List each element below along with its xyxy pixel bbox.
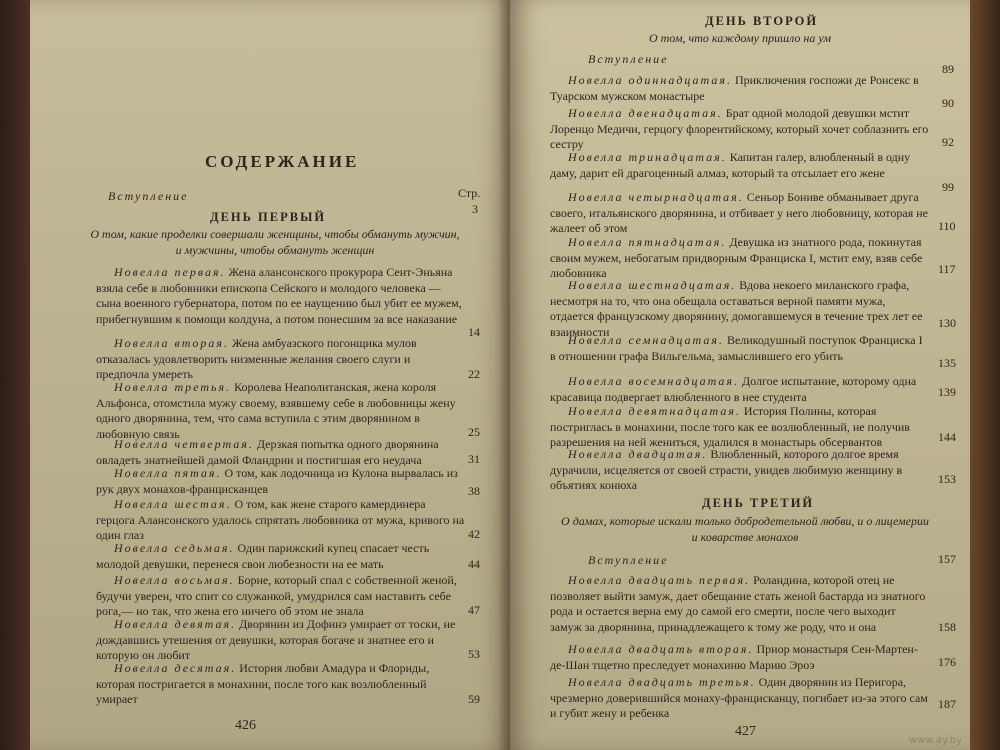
toc-page-15: 117 — [938, 262, 956, 276]
toc-entry-3[interactable] — [96, 380, 466, 442]
toc-page-10: 59 — [468, 692, 480, 706]
novella-label: Новелла четырнадцатая. — [568, 190, 744, 204]
novella-label: Новелла двадцать первая. — [568, 573, 751, 587]
toc-page-12: 92 — [942, 135, 954, 149]
novella-description: Приор монастыря Сен-Мартен-де-Шан тщетно преследует монахиню Марию Эроэ — [550, 642, 918, 672]
toc-page-20: 153 — [938, 472, 956, 486]
novella-description: Королева Неаполитанская, жена короля Альфонса, отомстила мужу своему, взявшему себе в любовницы жену одного дворянина, тем, что сама вступила с этим дворянином в любовную связь — [96, 380, 456, 441]
page-folio-left: 426 — [235, 718, 256, 733]
toc-page-4: 31 — [468, 452, 480, 466]
novella-label: Новелла пятнадцатая. — [568, 235, 727, 249]
novella-label: Новелла семнадцатая. — [568, 333, 724, 347]
novella-description: История Полины, которая постриглась в монахини, после того как ее возлюбленный, не получив разрешения на ней жениться, удалился в монастырь обсервантов — [550, 404, 910, 449]
day-one-subtitle: О том, какие проделки совершали женщины, чтобы обмануть мужчин, и мужчины, чтобы обмануть женщин — [90, 227, 460, 257]
novella-label: Новелла двадцать третья. — [568, 675, 756, 689]
toc-page-7: 44 — [468, 557, 480, 571]
toc-page-6: 42 — [468, 527, 480, 541]
novella-label: Новелла одиннадцатая. — [568, 73, 732, 87]
novella-label: Новелла девятая. — [114, 617, 237, 631]
novella-label: Новелла первая. — [114, 265, 226, 279]
novella-description: Один парижский купец спасает честь молодой девушки, перенеся свои любезности на ее мать — [96, 541, 430, 571]
novella-description: Брат одной молодой девушки мстит Лоренцо Медичи, герцогу флорентийскому, который хочет соблазнить его сестру — [550, 106, 929, 151]
novella-label: Новелла десятая. — [114, 661, 237, 675]
toc-entry-23[interactable] — [550, 675, 930, 722]
toc-page-23: 187 — [938, 697, 956, 711]
novella-description: Капитан галер, влюбленный в одну даму, дарит ей драгоценный алмаз, который та отсылает его жене — [550, 150, 911, 180]
toc-entry-8[interactable] — [96, 573, 466, 620]
novella-label: Новелла шестнадцатая. — [568, 278, 737, 292]
toc-page-17: 135 — [938, 356, 956, 370]
novella-description: Дворянин из Дофинэ умирает от тоски, не дождавшись утешения от девушки, которая богаче и знатнее его и которую он любит — [96, 617, 456, 662]
book-edge-right — [968, 0, 1000, 750]
toc-page-19: 144 — [938, 430, 956, 444]
novella-label: Новелла двадцать вторая. — [568, 642, 754, 656]
novella-label: Новелла седьмая. — [114, 541, 235, 555]
toc-entry-14[interactable] — [550, 190, 930, 237]
toc-page-9: 53 — [468, 647, 480, 661]
toc-entry-16[interactable] — [550, 278, 930, 340]
novella-description: Роландина, которой отец не позволяет выйти замуж, дает обещание стать женой бастарда из знатного рода и остается верна ему до самой его смерти, после чего выходит замуж за дворянина, принадлежащего к тому же роду, что и она — [550, 573, 926, 634]
novella-label: Новелла вторая. — [114, 336, 229, 350]
novella-description: Борне, который спал с собственной женой, будучи уверен, что спит со служанкой, умудрился сам наставить себе рога,— но так, что жена его ничего об этом не знала — [96, 573, 457, 618]
novella-label: Новелла девятнадцатая. — [568, 404, 741, 418]
toc-entry-18[interactable] — [550, 374, 930, 405]
novella-description: Один дворянин из Перигора, чрезмерно доверившийся монаху-францисканцу, погибает из-за этого сам и губит жену и ребенка — [550, 675, 928, 720]
toc-entry-6[interactable] — [96, 497, 466, 544]
novella-description: О том, как лодочница из Кулона вырвалась из рук двух монахов-францисканцев — [96, 466, 458, 496]
toc-page-3: 25 — [468, 425, 480, 439]
toc-entry-7[interactable] — [96, 541, 466, 572]
toc-entry-12[interactable] — [550, 106, 930, 153]
day-three-title: ДЕНЬ ТРЕТИЙ — [702, 496, 815, 510]
right-page — [510, 0, 970, 750]
toc-page-8: 47 — [468, 603, 480, 617]
novella-label: Новелла третья. — [114, 380, 232, 394]
toc-page-13: 99 — [942, 180, 954, 194]
novella-description: Жена амбуазского погонщика мулов отказалась удовлетворить низменные желания своего слуги и предпочла умереть — [96, 336, 417, 381]
novella-label: Новелла восьмая. — [114, 573, 235, 587]
toc-page-11: 90 — [942, 96, 954, 110]
novella-description: Великодушный поступок Франциска I в отношении графа Вильгельма, замыслившего его убить — [550, 333, 923, 363]
toc-page-1: 14 — [468, 325, 480, 339]
novella-description: Влюбленный, которого долгое время дурачили, исцеляется от своей страсти, увидев любимую женщину в объятиях конюха — [550, 447, 903, 492]
toc-entry-10[interactable] — [96, 661, 466, 708]
novella-description: Дерзкая попытка одного дворянина овладеть знатнейшей дамой Фландрии и постигшая его неудача — [96, 437, 439, 467]
toc-page-21: 158 — [938, 620, 956, 634]
toc-entry-4[interactable] — [96, 437, 466, 468]
watermark: www.ay.by — [909, 735, 962, 746]
toc-entry-11[interactable] — [550, 73, 930, 104]
toc-entry-19[interactable] — [550, 404, 930, 451]
toc-page-2: 22 — [468, 367, 480, 381]
novella-label: Новелла двадцатая. — [568, 447, 708, 461]
toc-entry-20[interactable] — [550, 447, 930, 494]
toc-entry-17[interactable] — [550, 333, 930, 364]
novella-label: Новелла тринадцатая. — [568, 150, 727, 164]
novella-description: Вдова некоего миланского графа, несмотря на то, что она обещала оставаться верной памяти мужа, отдается французскому дворянину, домогавшемуся в течение трех лет ее взаимности — [550, 278, 923, 339]
day-two-intro-page: 89 — [942, 62, 954, 76]
page-folio-right: 427 — [735, 724, 756, 739]
day-two-intro-label: Вступление — [588, 52, 669, 66]
toc-page-5: 38 — [468, 484, 480, 498]
day-one-title: ДЕНЬ ПЕРВЫЙ — [210, 210, 327, 224]
toc-entry-21[interactable] — [550, 573, 930, 635]
novella-description: Девушка из знатного рода, покинутая своим мужем, небогатым придворным Франциска I, мстит ему, взяв себе любовника — [550, 235, 923, 280]
novella-description: Долгое испытание, которому одна красавица подвергает влюбленного в нее студента — [550, 374, 917, 404]
novella-label: Новелла двенадцатая. — [568, 106, 723, 120]
day-three-intro-page: 157 — [938, 552, 956, 566]
toc-page-16: 130 — [938, 316, 956, 330]
day-three-subtitle: О дамах, которые искали только добродетельной любви, и о лицемерии и коварстве монахов — [561, 514, 929, 544]
novella-description: О том, как жене старого камердинера герцога Алансонского удалось спрятать любовника от мужа, кривого на один глаз — [96, 497, 465, 542]
intro-label: Вступление — [108, 189, 189, 203]
contents-heading: СОДЕРЖАНИЕ — [205, 152, 360, 171]
novella-label: Новелла пятая. — [114, 466, 222, 480]
left-page — [30, 0, 510, 750]
novella-description: Приключения госпожи де Ронсекс в Туарском мужском монастыре — [550, 73, 919, 103]
toc-entry-2[interactable] — [96, 336, 466, 383]
novella-description: Жена алансонского прокурора Сент-Эньяна взяла себе в любовники епископа Сейского и молодого человека — сына военного губернатора, потом по ее наущению был убит ее мужем, прибегнувшим к помощи колдуна, а потом понесшим за все наказание — [96, 265, 462, 326]
toc-entry-9[interactable] — [96, 617, 466, 664]
novella-label: Новелла шестая. — [114, 497, 232, 511]
toc-entry-13[interactable] — [550, 150, 930, 181]
toc-entry-22[interactable] — [550, 642, 930, 673]
toc-entry-1[interactable] — [96, 265, 466, 327]
page-column-label: Стр. — [458, 186, 481, 200]
toc-page-14: 110 — [938, 219, 956, 233]
day-two-title: ДЕНЬ ВТОРОЙ — [705, 14, 819, 28]
day-three-intro-label: Вступление — [588, 553, 669, 567]
intro-page-number: 3 — [472, 202, 478, 216]
novella-description: Сеньор Бониве обманывает друга своего, итальянского дворянина, и отбивает у него любовницу, которая не жалеет об этом — [550, 190, 928, 235]
table-surface-left — [0, 0, 30, 750]
toc-page-22: 176 — [938, 655, 956, 669]
novella-label: Новелла восемнадцатая. — [568, 374, 739, 388]
toc-entry-5[interactable] — [96, 466, 466, 497]
novella-label: Новелла четвертая. — [114, 437, 254, 451]
day-two-subtitle: О том, что каждому пришло на ум — [648, 31, 832, 45]
novella-description: История любви Амадура и Флориды, которая постригается в монахини, после того как возлюбленный умирает — [96, 661, 430, 706]
toc-page-18: 139 — [938, 385, 956, 399]
toc-entry-15[interactable] — [550, 235, 930, 282]
